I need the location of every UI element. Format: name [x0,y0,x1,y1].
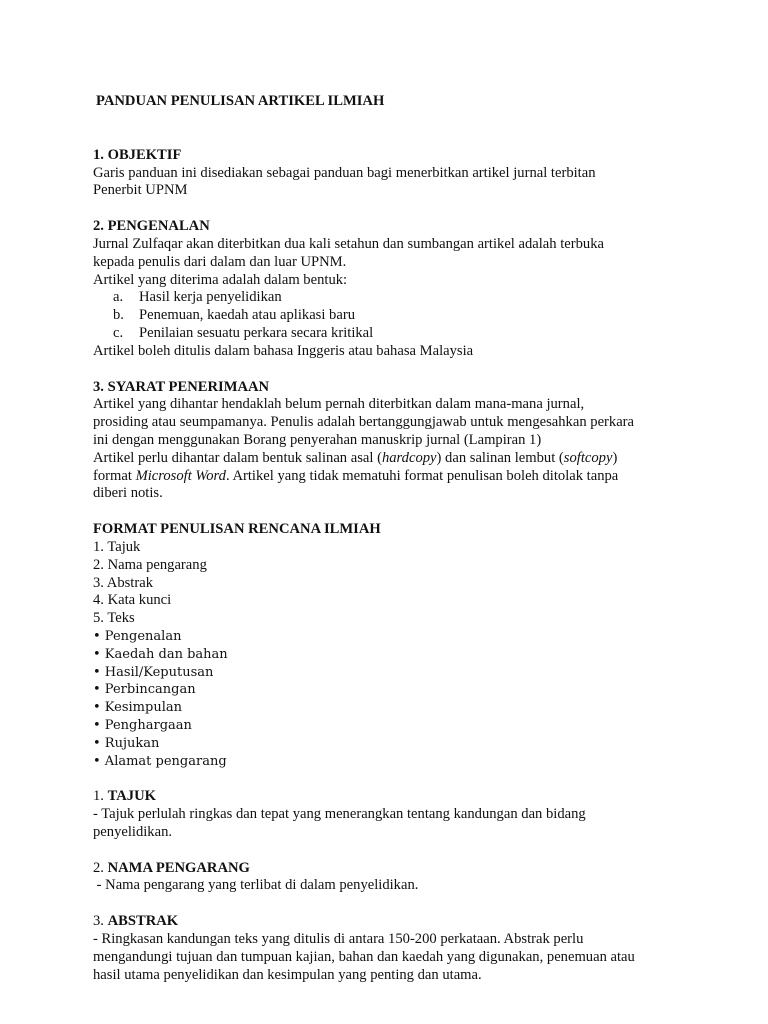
pengenalan-line: Artikel yang diterima adalah dalam bentuk: [93,271,348,288]
bullet-item: • Kesimpulan [93,700,182,716]
bullet-item: • Perbincangan [93,682,196,698]
format-numbered-list [93,539,683,628]
format-bullet-list [93,628,683,770]
list-text: Penemuan, kaedah atau aplikasi baru [139,307,355,324]
heading-syarat: 3. SYARAT PENERIMAAN [93,378,270,395]
list-item: 2. Nama pengarang [93,556,207,573]
list-item [93,289,683,307]
heading-number: 3. [93,913,108,930]
bullet-item: • Kaedah dan bahan [93,646,228,662]
list-item [93,307,683,325]
text-segment: ) dan salinan lembut ( [436,449,564,466]
softcopy-term: softcopy [563,449,613,466]
bullet-item: • Alamat pengarang [93,753,227,769]
abstrak-line: mengandungi tujuan dan tumpuan kajian, bahan dan kaedah yang digunakan, penemuan atau [93,948,635,965]
heading-abstrak [93,913,683,931]
text-segment: ) [612,449,618,466]
bullet-item: • Hasil/Keputusan [93,664,214,680]
heading-objektif: 1. OBJEKTIF [93,146,182,163]
syarat-line: ini dengan menggunakan Borang penyerahan manuskrip jurnal (Lampiran 1) [93,431,542,448]
heading-label: ABSTRAK [107,913,179,930]
text-segment: . Artikel yang tidak mematuhi format penulisan boleh ditolak tanpa [225,467,619,484]
syarat-line: Artikel yang dihantar hendaklah belum pernah diterbitkan dalam mana-mana jurnal, [93,396,585,413]
syarat-line: diberi notis. [93,485,163,502]
document-title: PANDUAN PENULISAN ARTIKEL ILMIAH [96,93,385,109]
tajuk-line: penyelidikan. [93,823,173,840]
list-item: 3. Abstrak [93,574,153,591]
objektif-line: Garis panduan ini disediakan sebagai panduan bagi menerbitkan artikel jurnal terbitan [93,164,596,181]
bullet-item: • Pengenalan [93,628,182,644]
bullet-item: • Rujukan [93,735,160,751]
list-item: 5. Teks [93,610,135,627]
text-segment: Artikel perlu dihantar dalam bentuk salinan asal ( [93,449,382,466]
list-marker: c. [113,324,124,341]
heading-nama-pengarang [93,860,683,878]
abstrak-line: - Ringkasan kandungan teks yang ditulis di antara 150-200 perkataan. Abstrak perlu [93,931,584,948]
heading-label: TAJUK [107,788,156,805]
list-item [93,325,683,343]
heading-pengenalan: 2. PENGENALAN [93,218,210,235]
list-marker: a. [113,289,124,306]
heading-label: NAMA PENGARANG [107,859,250,876]
nama-line: - Nama pengarang yang terlibat di dalam penyelidikan. [93,877,419,894]
objektif-line: Penerbit UPNM [93,182,188,199]
microsoft-word-term: Microsoft Word [135,467,226,484]
bullet-item: • Penghargaan [93,717,192,733]
list-item: 4. Kata kunci [93,592,172,609]
hardcopy-term: hardcopy [381,449,437,466]
tajuk-line: - Tajuk perlulah ringkas dan tepat yang menerangkan tentang kandungan dan bidang [93,806,586,823]
abstrak-line: hasil utama penyelidikan dan kesimpulan yang penting dan utama. [93,966,482,983]
heading-tajuk [93,788,683,806]
heading-number: 2. [93,859,108,876]
pengenalan-line: kepada penulis dari dalam dan luar UPNM. [93,253,347,270]
heading-number: 1. [93,788,108,805]
text-segment: format [93,467,136,484]
syarat-copy-line [93,450,683,468]
document-content [93,93,683,984]
list-item: 1. Tajuk [93,538,141,555]
syarat-format-line [93,468,683,486]
syarat-line: prosiding atau seumpamanya. Penulis adalah bertanggungjawab untuk mengesahkan perkara [93,414,635,431]
heading-format: FORMAT PENULISAN RENCANA ILMIAH [93,521,381,538]
pengenalan-closing: Artikel boleh ditulis dalam bahasa Inggeris atau bahasa Malaysia [93,342,474,359]
list-text: Penilaian sesuatu perkara secara kritikal [139,324,374,341]
pengenalan-line: Jurnal Zulfaqar akan diterbitkan dua kali setahun dan sumbangan artikel adalah terbuka [93,235,604,252]
list-marker: b. [113,307,124,324]
list-text: Hasil kerja penyelidikan [139,289,282,306]
pengenalan-list [93,289,683,342]
